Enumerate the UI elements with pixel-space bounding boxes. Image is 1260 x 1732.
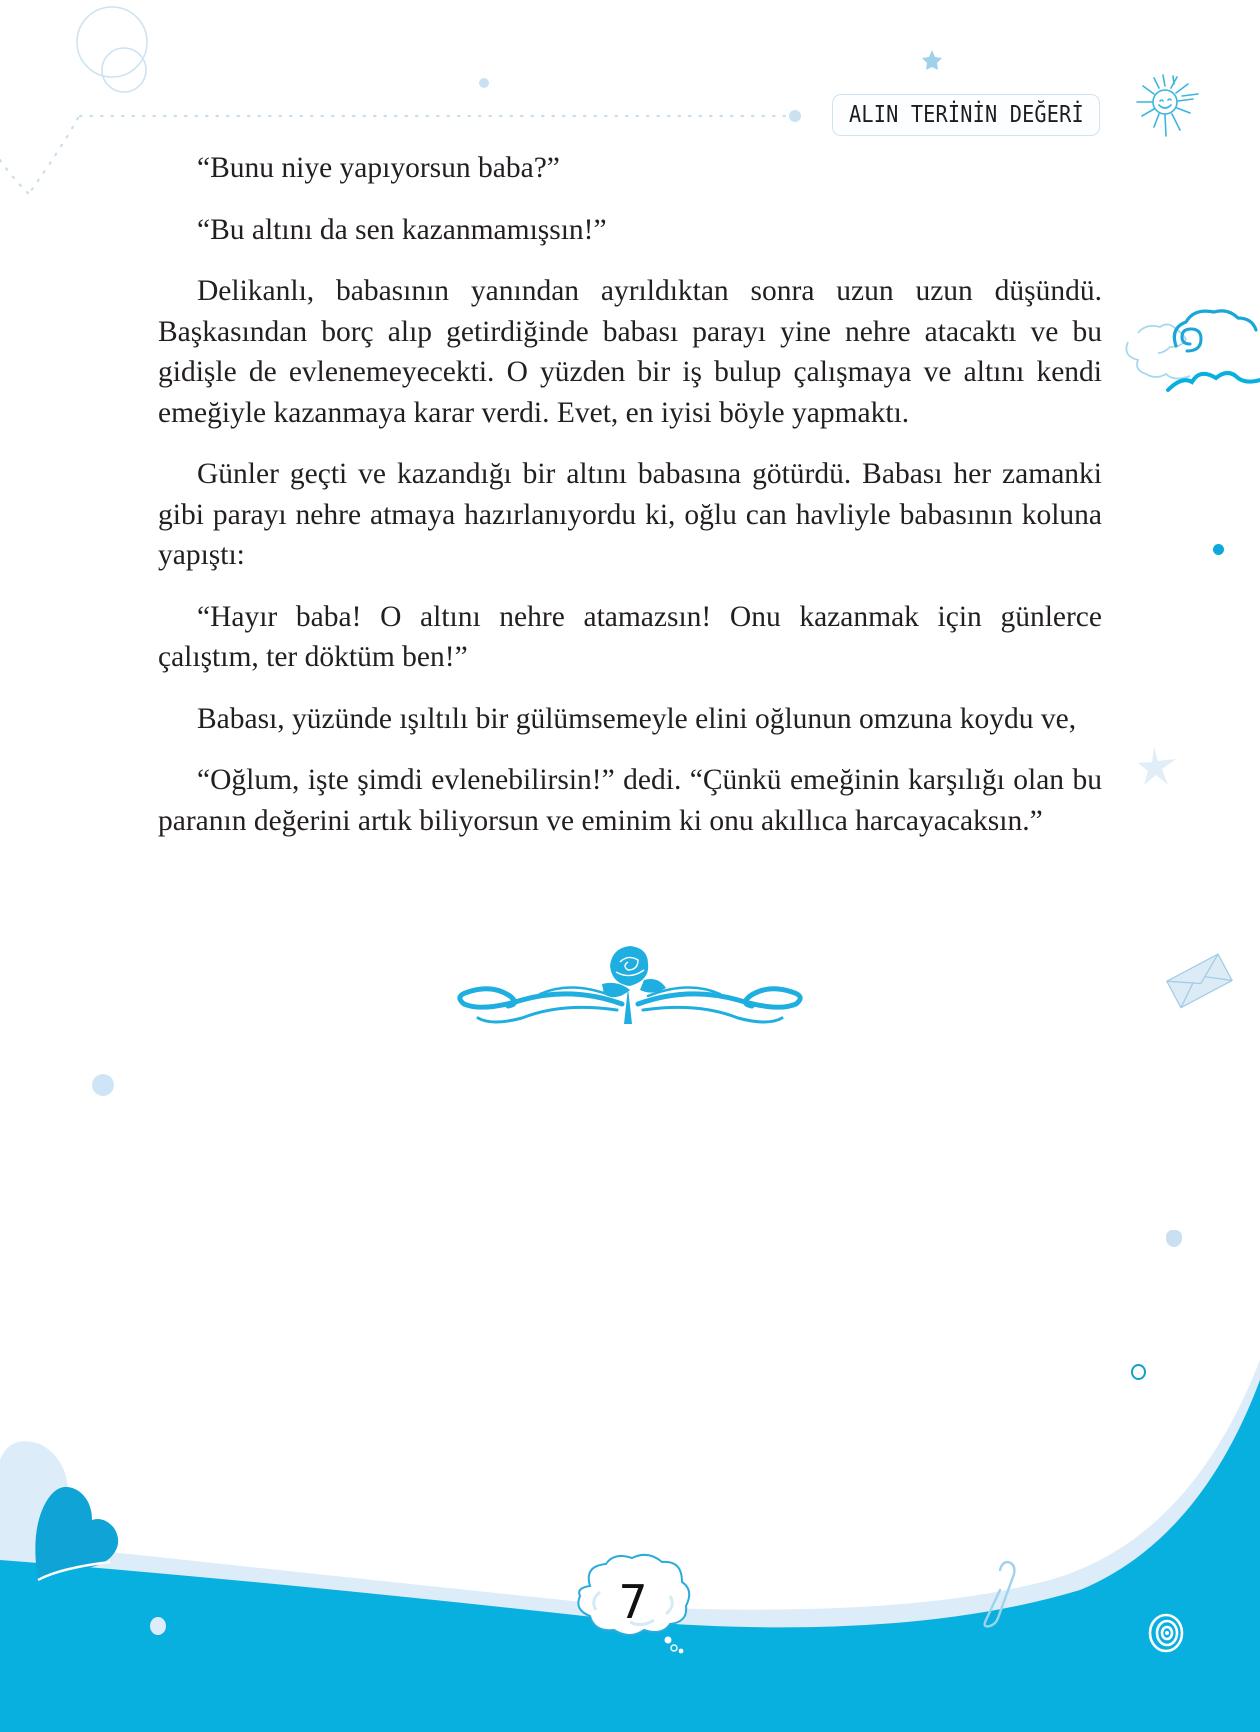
- paragraph: Babası, yüzünde ışıltılı bir gülümsemeyle elini oğlunun omzuna koydu ve,: [197, 702, 1077, 735]
- paperclip-icon: [978, 1560, 1018, 1630]
- running-title-badge: [832, 94, 1100, 136]
- paragraph: “Bu altını da sen kazanmamışsın!”: [197, 213, 607, 246]
- page-number: 7: [618, 1575, 648, 1629]
- heart-icon: [0, 1440, 130, 1590]
- paragraph: “Oğlum, işte şimdi evlenebilirsin!” dedi. “Çünkü emeğinin karşılığı olan bu paranın değerini artık biliyorsun ve eminim ki onu akıllıca harcayacaksın.”: [158, 764, 1102, 837]
- sun-icon: [1130, 72, 1205, 142]
- story-text: [158, 148, 1102, 841]
- paragraph: “Hayır baba! O altını nehre atamazsın! Onu kazanmak için günlerce çalıştım, ter döktüm ben!”: [158, 600, 1102, 673]
- decor-dot: [150, 1617, 166, 1635]
- envelope-icon: [1164, 950, 1234, 1010]
- spiral-icon: [1146, 1611, 1186, 1655]
- footer-wave: [0, 1240, 1260, 1732]
- paragraph: Delikanlı, babasının yanından ayrıldıktan sonra uzun uzun düşündü. Başkasından borç alıp getirdiğinde babası parayı yine nehre atacaktı ve bu gidişle de evlenemeyecekti. O yüzden bir iş bulup çalışmaya ve altını kendi emeğiyle kazanmaya karar verdi. Evet, en iyisi böyle yapmaktı.: [158, 275, 1102, 429]
- star-icon: [922, 50, 942, 70]
- cloud-icon: [1118, 308, 1260, 408]
- starfish-icon: [1138, 745, 1180, 787]
- decor-dot: [92, 1074, 114, 1096]
- paragraph: “Bunu niye yapıyorsun baba?”: [197, 152, 560, 184]
- rose-ornament-icon: [452, 944, 808, 1036]
- decor-dot: [1213, 544, 1224, 555]
- running-title: ALIN TERİNİN DEĞERİ: [848, 102, 1084, 128]
- paragraph: Günler geçti ve kazandığı bir altını babasına götürdü. Babası her zamanki gibi parayı nehre atmaya hazırlanıyordu ki, oğlu can havliyle babasının koluna yapıştı:: [158, 458, 1102, 571]
